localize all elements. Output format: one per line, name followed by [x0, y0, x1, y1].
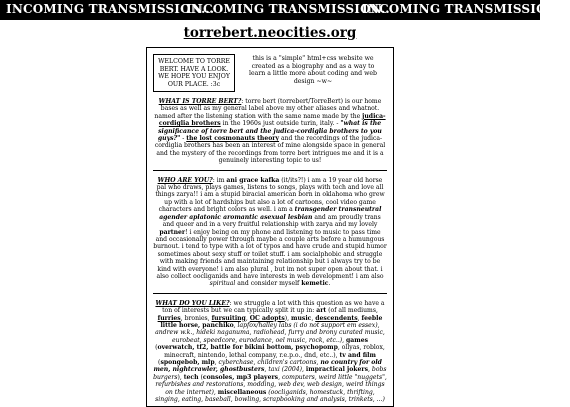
- category-misc: miscellaneous: [217, 388, 267, 396]
- answer-text: : we struggle a lot with this question as we have a ton of interests but we can typically split it up in:: [162, 299, 385, 315]
- answer-text: , lapfox/halley labs (i do not support em essex), andrew w.k., hideki naganuma, radiohead, furry and brony curated music, eurobeat, speedcore, eurodance, oel music, rock, etc..),: [155, 321, 385, 344]
- section-divider: [153, 170, 387, 171]
- answer-text: -: [180, 135, 187, 143]
- intro-text: this is a "simple" html+css website we created as a biography and as a way to learn a little more about coding and web design ~w~: [249, 55, 377, 85]
- section-who-are-you: [153, 177, 387, 288]
- answer-text: and consider myself: [235, 280, 302, 288]
- category-tech: tech: [183, 373, 199, 381]
- answer-text: and am proudly trans and queer and in a very fruitful relationship with zarya and my lovely: [162, 213, 381, 229]
- site-title-link[interactable]: torrebert.neocities.org: [183, 25, 357, 41]
- answer-text: , bronies,: [180, 314, 212, 322]
- category-tv-film: tv and film: [339, 351, 376, 359]
- link-judica-cordiglia[interactable]: judica-cordiglia brothers: [158, 112, 386, 128]
- answer-text: , cyberchase, children's cartoons,: [214, 359, 321, 366]
- marquee-item: INCOMING TRANSMISSION...: [362, 2, 570, 16]
- link-furries[interactable]: furries: [157, 314, 181, 322]
- answer-text: ,: [245, 314, 250, 322]
- answer-text: ),: [177, 373, 184, 381]
- emphasis-question: "what is the significance of torre bert and the judica-cordiglia brothers to you guys?": [157, 120, 382, 143]
- answer-text: (oocliganids, homestuck, thrifting, singing, eating, baseball, bowling, scrapbooking and analysis, trinkets, ...): [155, 388, 385, 404]
- answer-text: (of all mediums,: [326, 307, 378, 315]
- spiritual-text: spiritual: [209, 280, 236, 288]
- link-descendents[interactable]: descendents: [315, 314, 358, 322]
- answer-text: ,: [357, 314, 362, 322]
- link-lost-cosmonauts[interactable]: the lost cosmonauts theory: [186, 135, 280, 143]
- music-favorites: feeble little horse, panchiko: [160, 314, 383, 329]
- tv-impractical-jokers: impractical jokers: [305, 366, 369, 374]
- intro-row: [153, 54, 387, 92]
- answer-text: , bobs burgers: [153, 366, 387, 381]
- link-fursuiting[interactable]: fursuiting: [211, 314, 246, 322]
- answer-text: , ollyas, roblox, minecraft, nintendo, lethal company, r.e.p.o., dnd, etc..),: [164, 344, 385, 359]
- answer-text: (: [158, 359, 161, 366]
- welcome-box: WELCOME TO TORRE BERT. HAVE A LOOK. WE HOPE YOU ENJOY OUR PLACE. :3c: [153, 54, 235, 92]
- tv-favorites: spongebob, mlp: [160, 359, 215, 366]
- category-art: art: [316, 307, 327, 315]
- answer-text: , taxi (2004),: [264, 366, 306, 374]
- category-games: games: [346, 336, 368, 344]
- category-music: music: [291, 314, 312, 322]
- question-heading: WHO ARE YOU?: [157, 176, 213, 184]
- answer-text: : torre bert (torrebert/TorreBert) is our home bases as well as my general label above my other aliases and whatnot. named after the listening station with the same name made by the: [154, 98, 382, 120]
- film-favorites: no country for old men, nightcrawler, ghostbusters: [153, 359, 382, 374]
- answer-text: (it/its?!) i am a 19 year old horse pal who draws, plays games, listens to songs, plays with tech and love all things zarya!! i am a stupid biracial american born in oklahoma who grew up with a lot of hardships but also a lot of cartoons, cool video game characters and bright colors as well. i am a: [155, 176, 385, 214]
- partner-link[interactable]: partner: [159, 228, 186, 236]
- answer-text: ! i enjoy being on my phone and listening to music to pass time and occasionally power through maybe a couple arts before a humungous burnout. i tend to type with a lot of typos and have crude and stupid humor sometimes about sexy stuff or toilet stuff. i am socialphobic and struggle with making friends and maintaining relationship but i always try to be kind with everyone! i am also plural , but im not super open about that. i also collect oocliganids and have interests in web development! i am also: [153, 228, 387, 280]
- name-text: ani grace kafka: [226, 176, 280, 184]
- section-divider: [153, 293, 387, 294]
- main-content-box: [146, 47, 394, 407]
- answer-text: , computers, weird little "nuggets", refurbishes and restorations, modding, web dev, web design, weird things on the internet),: [155, 373, 387, 396]
- answer-text: ),: [284, 314, 292, 322]
- answer-text: (: [198, 373, 203, 381]
- answer-text: .: [328, 280, 331, 288]
- answer-text: (: [155, 344, 158, 352]
- answer-text: in the 1960s just outside turin, italy. -: [220, 120, 341, 128]
- kemetic-link[interactable]: kemetic: [301, 280, 329, 288]
- site-title: [0, 25, 540, 41]
- games-favorites: overwatch, tf2, battle for bikini bottom, psychopomp: [157, 344, 338, 352]
- question-heading: WHAT IS TORRE BERT?: [158, 98, 242, 105]
- answer-text: and the recordings of the judica-cordiglia brothers has been an interest of mine alongside space in general and the mystery of the recordings from torre bert intrigues me and it is a genuinely interesting topic to us!: [154, 135, 386, 165]
- link-oc-adopts[interactable]: OC adopts: [249, 314, 285, 322]
- question-heading: WHAT DO YOU LIKE?: [155, 299, 230, 307]
- tech-favorites: consoles, mp3 players: [202, 373, 279, 381]
- marquee-item: INCOMING TRANSMISSION...: [6, 2, 215, 16]
- answer-text: ,: [311, 314, 316, 322]
- section-what-is-torre-bert: [153, 98, 387, 165]
- section-what-do-you-like: [153, 300, 387, 404]
- identity-text: transgender transneutral agender aplatonic aromantic asexual lesbian: [159, 206, 382, 221]
- answer-text: : im: [212, 176, 227, 184]
- marquee-item: INCOMING TRANSMISSION...: [186, 2, 395, 16]
- transmission-marquee: [0, 0, 570, 20]
